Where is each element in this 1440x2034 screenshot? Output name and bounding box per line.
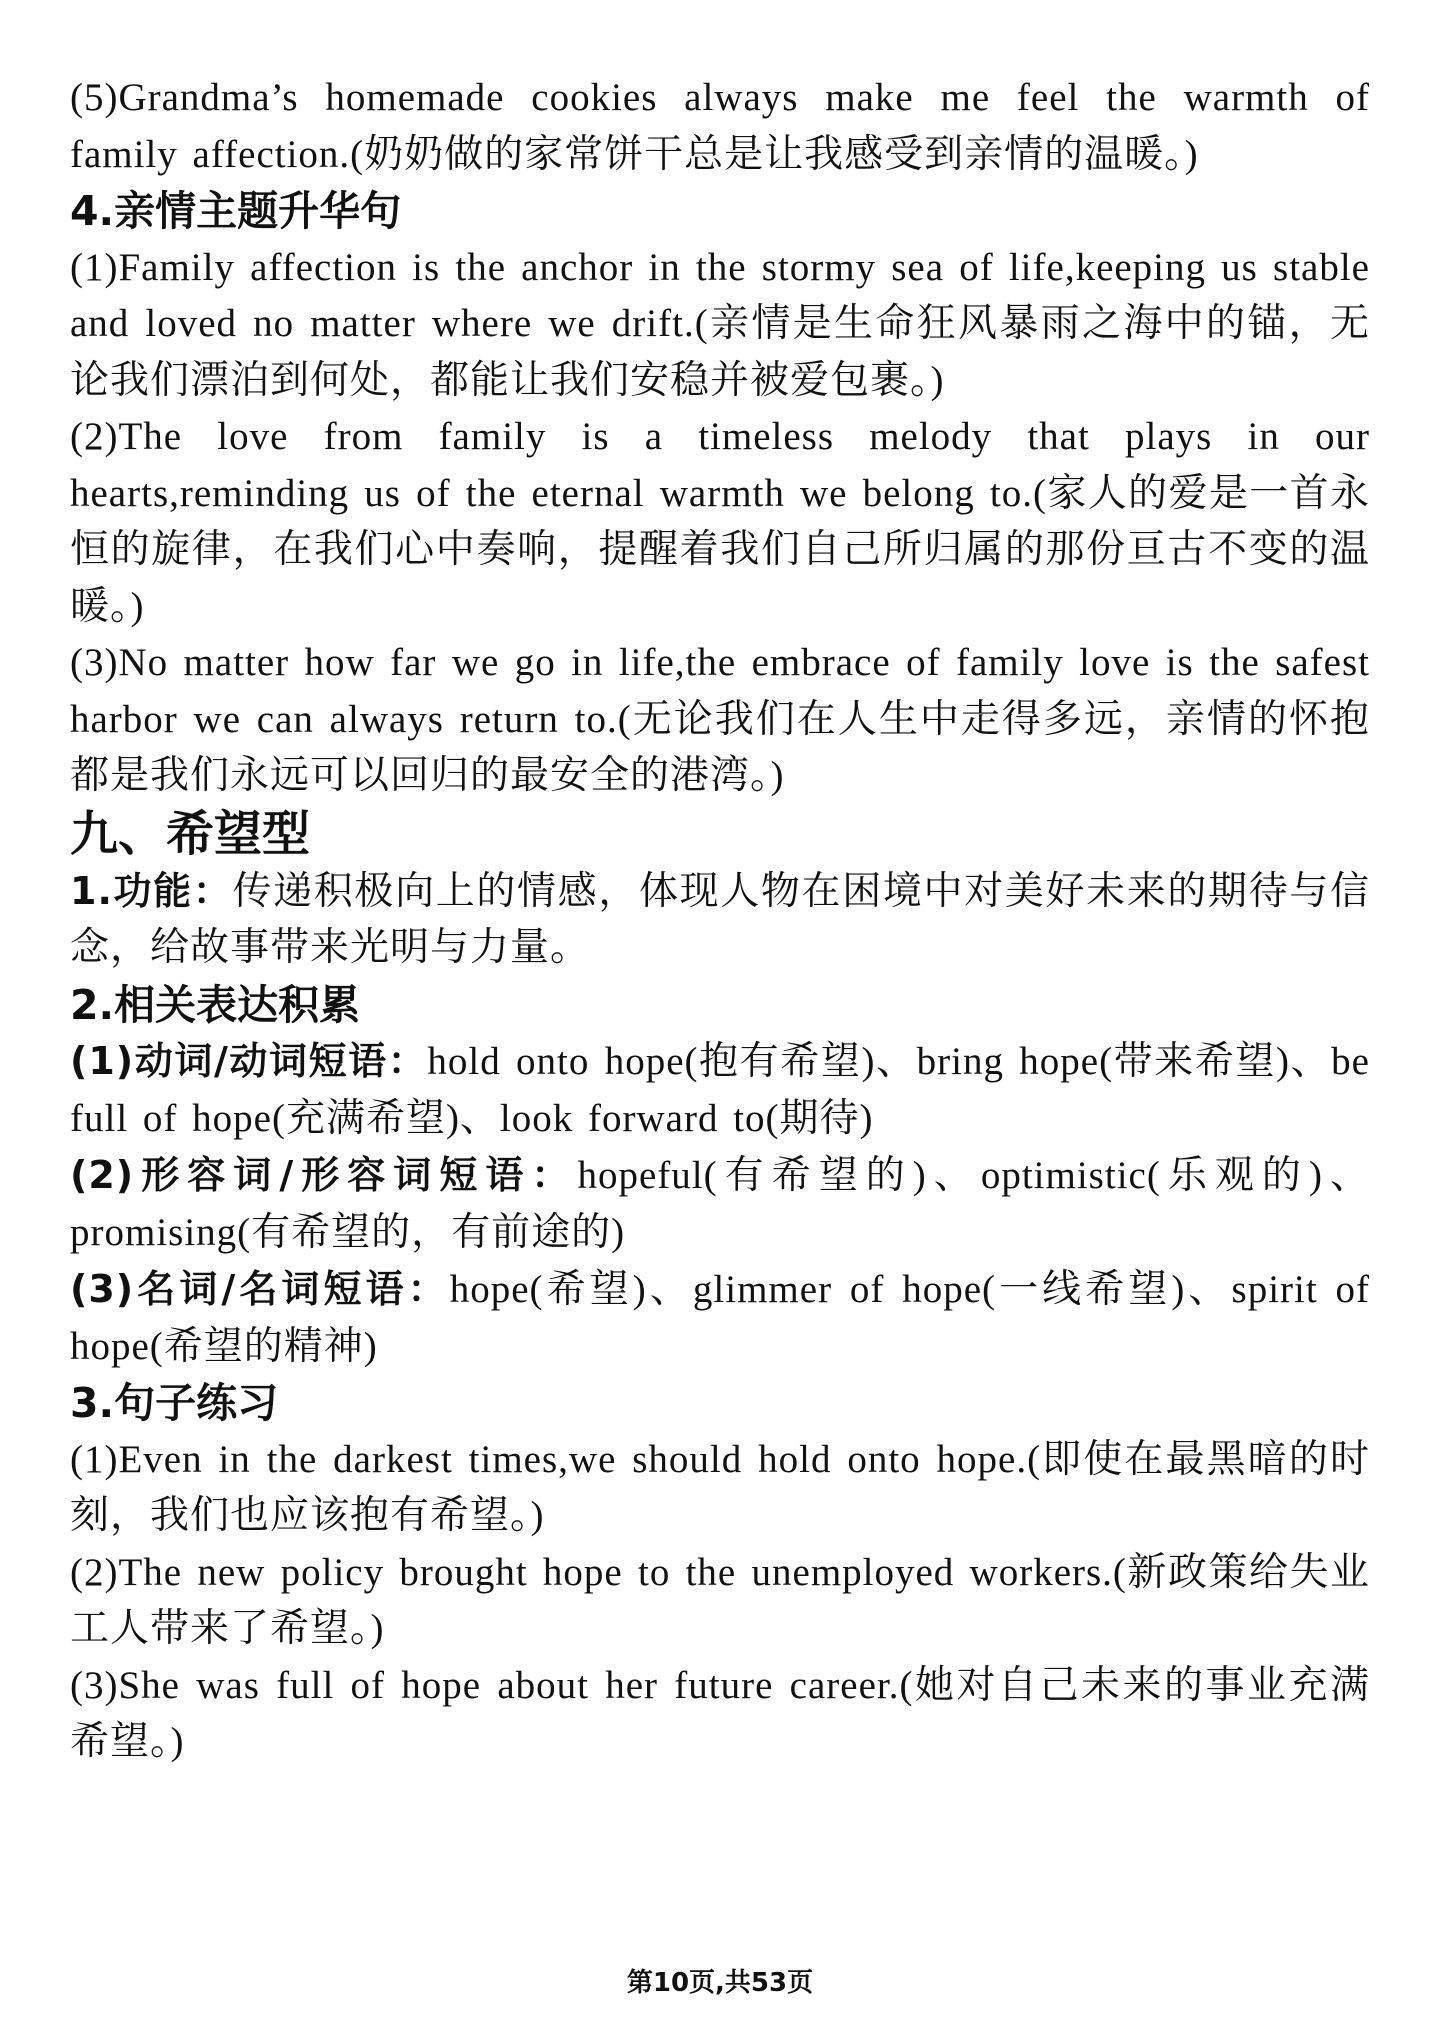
adjectives-label: (2)形容词/形容词短语： (70, 1153, 578, 1197)
practice-item-2: (2)The new policy brought hope to the unemployed workers.(新政策给失业工人带来了希望。) (70, 1550, 1370, 1650)
adjectives-paragraph (70, 1147, 1370, 1261)
sentence-item-5: (5)Grandma’s homemade cookies always make me feel the warmth of family affection.(奶奶做的家常饼干总是让我感受到亲情的温暖。) (70, 76, 1370, 176)
sublimation-item-2: (2)The love from family is a timeless melody that plays in our hearts,reminding us of the eternal warmth we belong to.(家人的爱是一首永恒的旋律，在我们心中奏响，提醒着我们自己所归属的那份亘古不变的温暖。) (70, 415, 1370, 628)
practice-heading: 3.句子练习 (70, 1379, 279, 1427)
nouns-label: (3)名词/名词短语： (70, 1267, 450, 1311)
nouns-paragraph (70, 1261, 1370, 1375)
practice-item-1: (1)Even in the darkest times,we should hold onto hope.(即使在最黑暗的时刻，我们也应该抱有希望。) (70, 1437, 1370, 1537)
expression-heading: 2.相关表达积累 (70, 980, 361, 1029)
function-label: 1.功能： (70, 868, 233, 913)
function-text: 传递积极向上的情感，体现人物在困境中对美好未来的期待与信念，给故事带来光明与力量。 (70, 869, 1370, 969)
verbs-label: (1)动词/动词短语： (70, 1039, 428, 1083)
adjectives-text: hopeful(有希望的)、optimistic(乐观的)、promising(有希望的，有前途的) (70, 1154, 1370, 1254)
sublimation-item-1: (1)Family affection is the anchor in the stormy sea of life,keeping us stable and loved no matter where we drift.(亲情是生命狂风暴雨之海中的锚，无论我们漂泊到何处，都能让我们安稳并被爱包裹。) (70, 245, 1370, 402)
sublimation-heading: 4.亲情主题升华句 (70, 187, 402, 235)
page-number-footer: 第10页,共53页 (626, 1968, 814, 1998)
practice-item-3: (3)She was full of hope about her future career.(她对自己未来的事业充满希望。) (70, 1663, 1370, 1763)
verbs-text: hold onto hope(抱有希望)、bring hope(带来希望)、be full of hope(充满希望)、look forward to(期待) (70, 1040, 1370, 1140)
sublimation-item-3: (3)No matter how far we go in life,the embrace of family love is the safest harbor we can always return to.(无论我们在人生中走得多远，亲情的怀抱都是我们永远可以回归的最安全的港湾。) (70, 641, 1370, 797)
section-title-hope: 九、希望型 (70, 805, 311, 862)
verbs-paragraph (70, 1033, 1370, 1147)
function-paragraph (70, 863, 1370, 977)
nouns-text: hope(希望)、glimmer of hope(一线希望)、spirit of hope(希望的精神) (70, 1268, 1370, 1368)
